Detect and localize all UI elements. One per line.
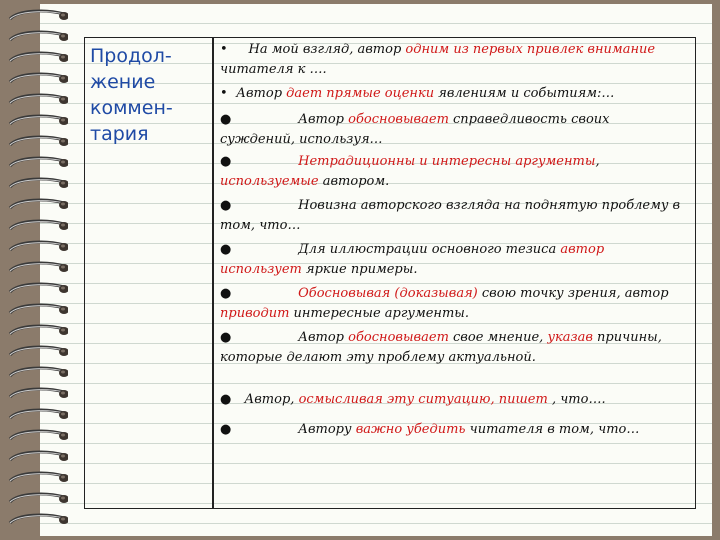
- bullet-icon: ●: [220, 112, 232, 127]
- phrase-text: читателя к ….: [220, 42, 660, 77]
- spiral-ring: [6, 386, 68, 402]
- phrase-item: [220, 84, 686, 104]
- phrase-text: Автор: [232, 330, 349, 345]
- phrase-text: явлениям и событиям:…: [434, 86, 615, 101]
- phrase-text: Автор: [232, 86, 287, 101]
- highlighted-phrase: дает прямые оценки: [286, 86, 435, 101]
- phrase-text: свою точку зрения, автор: [477, 286, 673, 301]
- bullet-icon: ●: [220, 422, 232, 437]
- highlighted-phrase: обосновывает: [348, 112, 449, 127]
- spiral-ring: [6, 491, 68, 507]
- phrase-item: [220, 40, 686, 80]
- spiral-ring: [6, 29, 68, 45]
- highlighted-phrase: Нетрадиционны и интересны аргументы: [298, 154, 596, 169]
- section-title: Продол- жение коммен- тария: [90, 45, 173, 145]
- spiral-ring: [6, 113, 68, 129]
- spiral-ring: [6, 218, 68, 234]
- table-divider: [212, 37, 214, 509]
- spiral-ring: [6, 365, 68, 381]
- phrase-text: , что….: [547, 392, 606, 407]
- phrase-item: [220, 328, 686, 368]
- spiral-ring: [6, 197, 68, 213]
- bullet-icon: ●: [220, 392, 232, 407]
- spiral-ring: [6, 92, 68, 108]
- phrase-text: ,: [595, 154, 604, 169]
- spiral-ring: [6, 155, 68, 171]
- spiral-ring: [6, 470, 68, 486]
- phrase-text: [232, 154, 298, 169]
- phrase-text: яркие примеры.: [301, 262, 418, 277]
- phrase-text: справедливость своих суждений, используя…: [220, 112, 614, 147]
- spiral-ring: [6, 260, 68, 276]
- spiral-ring: [6, 71, 68, 87]
- bullet-icon: ●: [220, 242, 232, 257]
- phrase-text: Автор,: [232, 392, 299, 407]
- bullet-icon: •: [220, 86, 228, 101]
- spiral-ring: [6, 449, 68, 465]
- phrase-item: [220, 196, 686, 236]
- spiral-ring: [6, 239, 68, 255]
- spiral-ring: [6, 50, 68, 66]
- phrase-item: [220, 284, 686, 324]
- phrase-text: интересные аргументы.: [289, 306, 470, 321]
- spiral-ring: [6, 344, 68, 360]
- phrase-item: [220, 390, 686, 410]
- highlighted-phrase: осмысливая эту ситуацию, пишет: [298, 392, 548, 407]
- bullet-icon: ●: [220, 286, 232, 301]
- phrase-text: автором.: [318, 174, 390, 189]
- phrase-text: На мой взгляд, автор: [232, 42, 406, 57]
- phrase-text: читателя в том, что…: [465, 422, 640, 437]
- highlighted-phrase: приводит: [220, 306, 290, 321]
- phrase-text: Новизна авторского взгляда на поднятую проблему в том, что…: [220, 198, 685, 233]
- phrase-text: свое мнение,: [448, 330, 548, 345]
- highlighted-phrase: указав: [547, 330, 593, 345]
- phrase-text: Для иллюстрации основного тезиса: [232, 242, 561, 257]
- bullet-icon: ●: [220, 198, 232, 213]
- highlighted-phrase: важно убедить: [355, 422, 466, 437]
- phrase-item: [220, 420, 686, 440]
- bullet-icon: •: [220, 42, 228, 57]
- spiral-ring: [6, 176, 68, 192]
- spiral-ring: [6, 428, 68, 444]
- spiral-ring: [6, 323, 68, 339]
- phrase-text: причины, которые делают эту проблему актуальной.: [220, 330, 667, 365]
- phrase-item: [220, 110, 686, 150]
- highlighted-phrase: одним из первых привлек внимание: [405, 42, 656, 57]
- spiral-ring: [6, 8, 68, 24]
- phrase-item: [220, 152, 686, 192]
- phrase-item: [220, 240, 686, 280]
- spiral-ring: [6, 281, 68, 297]
- spiral-ring: [6, 407, 68, 423]
- highlighted-phrase: Обосновывая (доказывая): [298, 286, 478, 301]
- highlighted-phrase: обосновывает: [348, 330, 449, 345]
- spiral-ring: [6, 512, 68, 528]
- bullet-icon: ●: [220, 154, 232, 169]
- bullet-icon: ●: [220, 330, 232, 345]
- phrase-text: Автору: [232, 422, 356, 437]
- phrase-text: [232, 286, 298, 301]
- highlighted-phrase: автор использует: [220, 242, 609, 277]
- spiral-ring: [6, 134, 68, 150]
- highlighted-phrase: используемые: [220, 174, 319, 189]
- spiral-ring: [6, 302, 68, 318]
- spiral-binding: [0, 8, 70, 538]
- phrase-text: Автор: [232, 112, 349, 127]
